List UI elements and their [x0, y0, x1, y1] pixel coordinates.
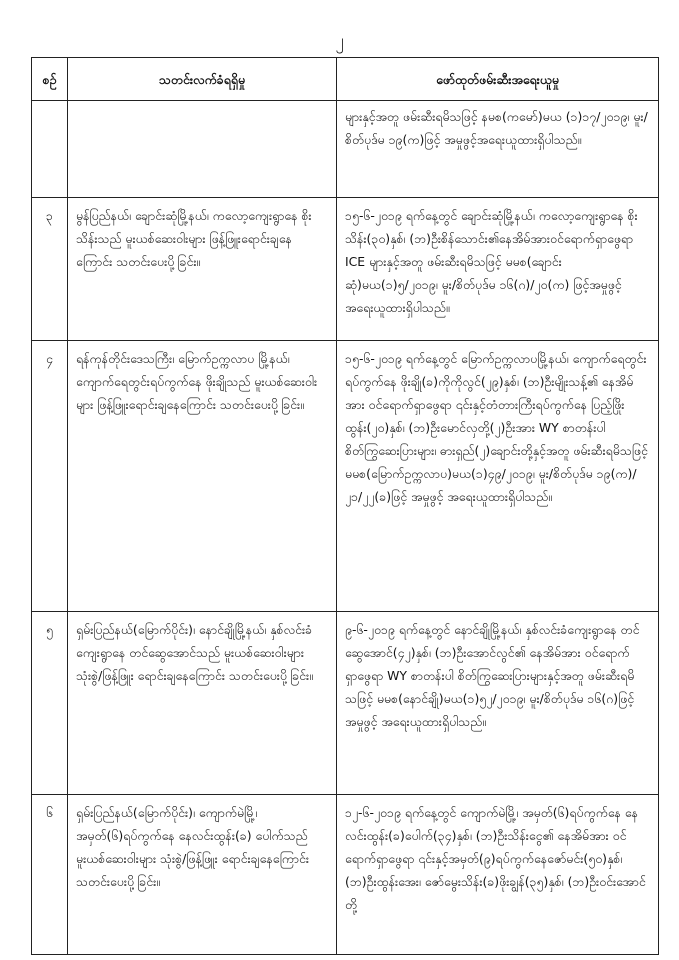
- action-cell: ၉-၆-၂၀၁၉ ရက်နေ့တွင် နောင်ချိုမြို့နယ်၊ နှစ်လင်းခံကျေးရွာနေ တင်ဆွေအောင်(၄၂)နှစ်၊ (ဘ)ဦးအောင်လွင်၏ နေအိမ်အား ဝင်ရောက်ရှာဖွေရာ WY စာတန်းပါ စိတ်ကြွဆေးပြားများနှင့်အတူ ဖမ်းဆီးရမိသဖြင့် မမစ(နောင်ချို)မယ(၁)၅၂/၂၀၁၉၊ မူး/စိတ်ပုဒ်မ ၁၆(ဂ)ဖြင့်အမှုဖွင့် အရေးယူထားရှိပါသည်။: [337, 612, 659, 795]
- report-cell: ရန်ကုန်တိုင်းဒေသကြီး၊ မြောက်ဥက္ကလာပ မြို့နယ်၊ ကျောက်ရေတွင်းရပ်ကွက်နေ ဖိုးချိုသည် မူးယစ်ဆေးဝါးများ ဖြန့်ဖြူးရောင်းချနေကြောင်း သတင်းပေးပို့ခြင်း။: [68, 341, 337, 612]
- report-cell: ရှမ်းပြည်နယ်(မြောက်ပိုင်း)၊ နောင်ချိုမြို့နယ်၊ နှစ်လင်းခံကျေးရွာနေ တင်ဆွေအောင်သည် မူးယစ်ဆေးဝါးများ သုံးစွဲ/ဖြန့်ဖြူး ရောင်းချနေကြောင်း သတင်းပေးပို့ခြင်း။: [68, 612, 337, 795]
- action-cell: ၁၅-၆-၂၀၁၉ ရက်နေ့တွင် ချောင်းဆုံမြို့နယ်၊ ကလော့ကျေးရွာနေ စိုးသိန်း(၃၀)နှစ်၊ (ဘ)ဦးစိန်သောင်း၏နေအိမ်အားဝင်ရောက်ရှာဖွေရာ ICE များနှင့်အတူ ဖမ်းဆီးရမိသဖြင့် မမစ(ချောင်းဆုံ)မယ(၁)၅/၂၀၁၉၊ မူး/စိတ်ပုဒ်မ ၁၆(ဂ)/၂၀(က) ဖြင့်အမှုဖွင့်အရေးယူထားရှိပါသည်။: [337, 198, 659, 341]
- serial-no-cell: ၃: [32, 198, 68, 341]
- action-cell: ၁၅-၆-၂၀၁၉ ရက်နေ့တွင် မြောက်ဥက္ကလာပမြို့နယ်၊ ကျောက်ရေတွင်းရပ်ကွက်နေ ဖိုးချို(ခ)ကိုကိုလွင်(၂၉)နှစ်၊ (ဘ)ဦးမျိုးသန့်၏ နေအိမ်အား ဝင်ရောက်ရှာဖွေရာ ၎င်းနှင့်တံတားကြီးရပ်ကွက်နေ ပြည့်ဖြိုးထွန်း(၂၀)နှစ်၊ (ဘ)ဦးမောင်လှတို့(၂)ဦးအား WY စာတန်းပါ စိတ်ကြွဆေးပြားများ၊ ဓားရှည်(၂)ချောင်းတို့နှင့်အတူ ဖမ်းဆီးရမိသဖြင့် မမစ(မြောက်ဥက္ကလာပ)မယ(၁)၄၉/၂၀၁၉၊ မူး/စိတ်ပုဒ်မ ၁၉(က)/ ၂၁/၂၂(ခ)ဖြင့် အမှုဖွင့် အရေးယူထားရှိပါသည်။: [337, 341, 659, 612]
- header-serial-no: စဉ်: [32, 58, 68, 101]
- serial-no-cell: ၅: [32, 612, 68, 795]
- header-action-taken: ဖော်ထုတ်ဖမ်းဆီးအရေးယူမှု: [337, 58, 659, 101]
- page-number: ၂: [335, 31, 344, 51]
- report-cell: [68, 101, 337, 198]
- table-row: [32, 612, 659, 795]
- report-cell: မွန်ပြည်နယ်၊ ချောင်းဆုံမြို့နယ်၊ ကလော့ကျေးရွာနေ စိုးသိန်းသည် မူးယစ်ဆေးဝါးများ ဖြန့်ဖြူးရောင်းချနေကြောင်း သတင်းပေးပို့ခြင်း။: [68, 198, 337, 341]
- table-row: [32, 795, 659, 955]
- table-row: [32, 198, 659, 341]
- table-header-row: [32, 58, 659, 101]
- action-cell: ၁၂-၆-၂၀၁၉ ရက်နေ့တွင် ကျောက်မဲမြို့၊ အမှတ်(၆)ရပ်ကွက်နေ နေလင်းထွန်း(ခ)ပေါက်(၃၄)နှစ်၊ (ဘ)ဦးသိန်းငွေ၏ နေအိမ်အား ဝင်ရောက်ရှာဖွေရာ ၎င်းနှင့်အမှတ်(၉)ရပ်ကွက်နေဇော်မင်း(၅၀)နှစ်၊ (ဘ)ဦးထွန်းအေး၊ ဇော်မွေးသိန်း(ခ)ဖိုးချွန်(၃၅)နှစ်၊ (ဘ)ဦးဝင်းအောင်တို့: [337, 795, 659, 955]
- header-information-received: သတင်းလက်ခံရရှိမှု: [68, 58, 337, 101]
- serial-no-cell: ၄: [32, 341, 68, 612]
- report-table: [31, 57, 659, 955]
- serial-no-cell: ၆: [32, 795, 68, 955]
- table-row: [32, 341, 659, 612]
- table-row: [32, 101, 659, 198]
- action-cell: များနှင့်အတူ ဖမ်းဆီးရမိသဖြင့် နမစ(ကမော်)မယ (၁)၁၇/၂၀၁၉၊ မူး/စိတ်ပုဒ်မ ၁၉(က)ဖြင့် အမှုဖွင့်အရေးယူထားရှိပါသည်။: [337, 101, 659, 198]
- serial-no-cell: [32, 101, 68, 198]
- report-cell: ရှမ်းပြည်နယ်(မြောက်ပိုင်း)၊ ကျောက်မဲမြို့၊ အမှတ်(၆)ရပ်ကွက်နေ နေလင်းထွန်း(ခ) ပေါက်သည် မူးယစ်ဆေးဝါးများ သုံးစွဲ/ဖြန့်ဖြူး ရောင်းချနေကြောင်း သတင်းပေးပို့ခြင်း။: [68, 795, 337, 955]
